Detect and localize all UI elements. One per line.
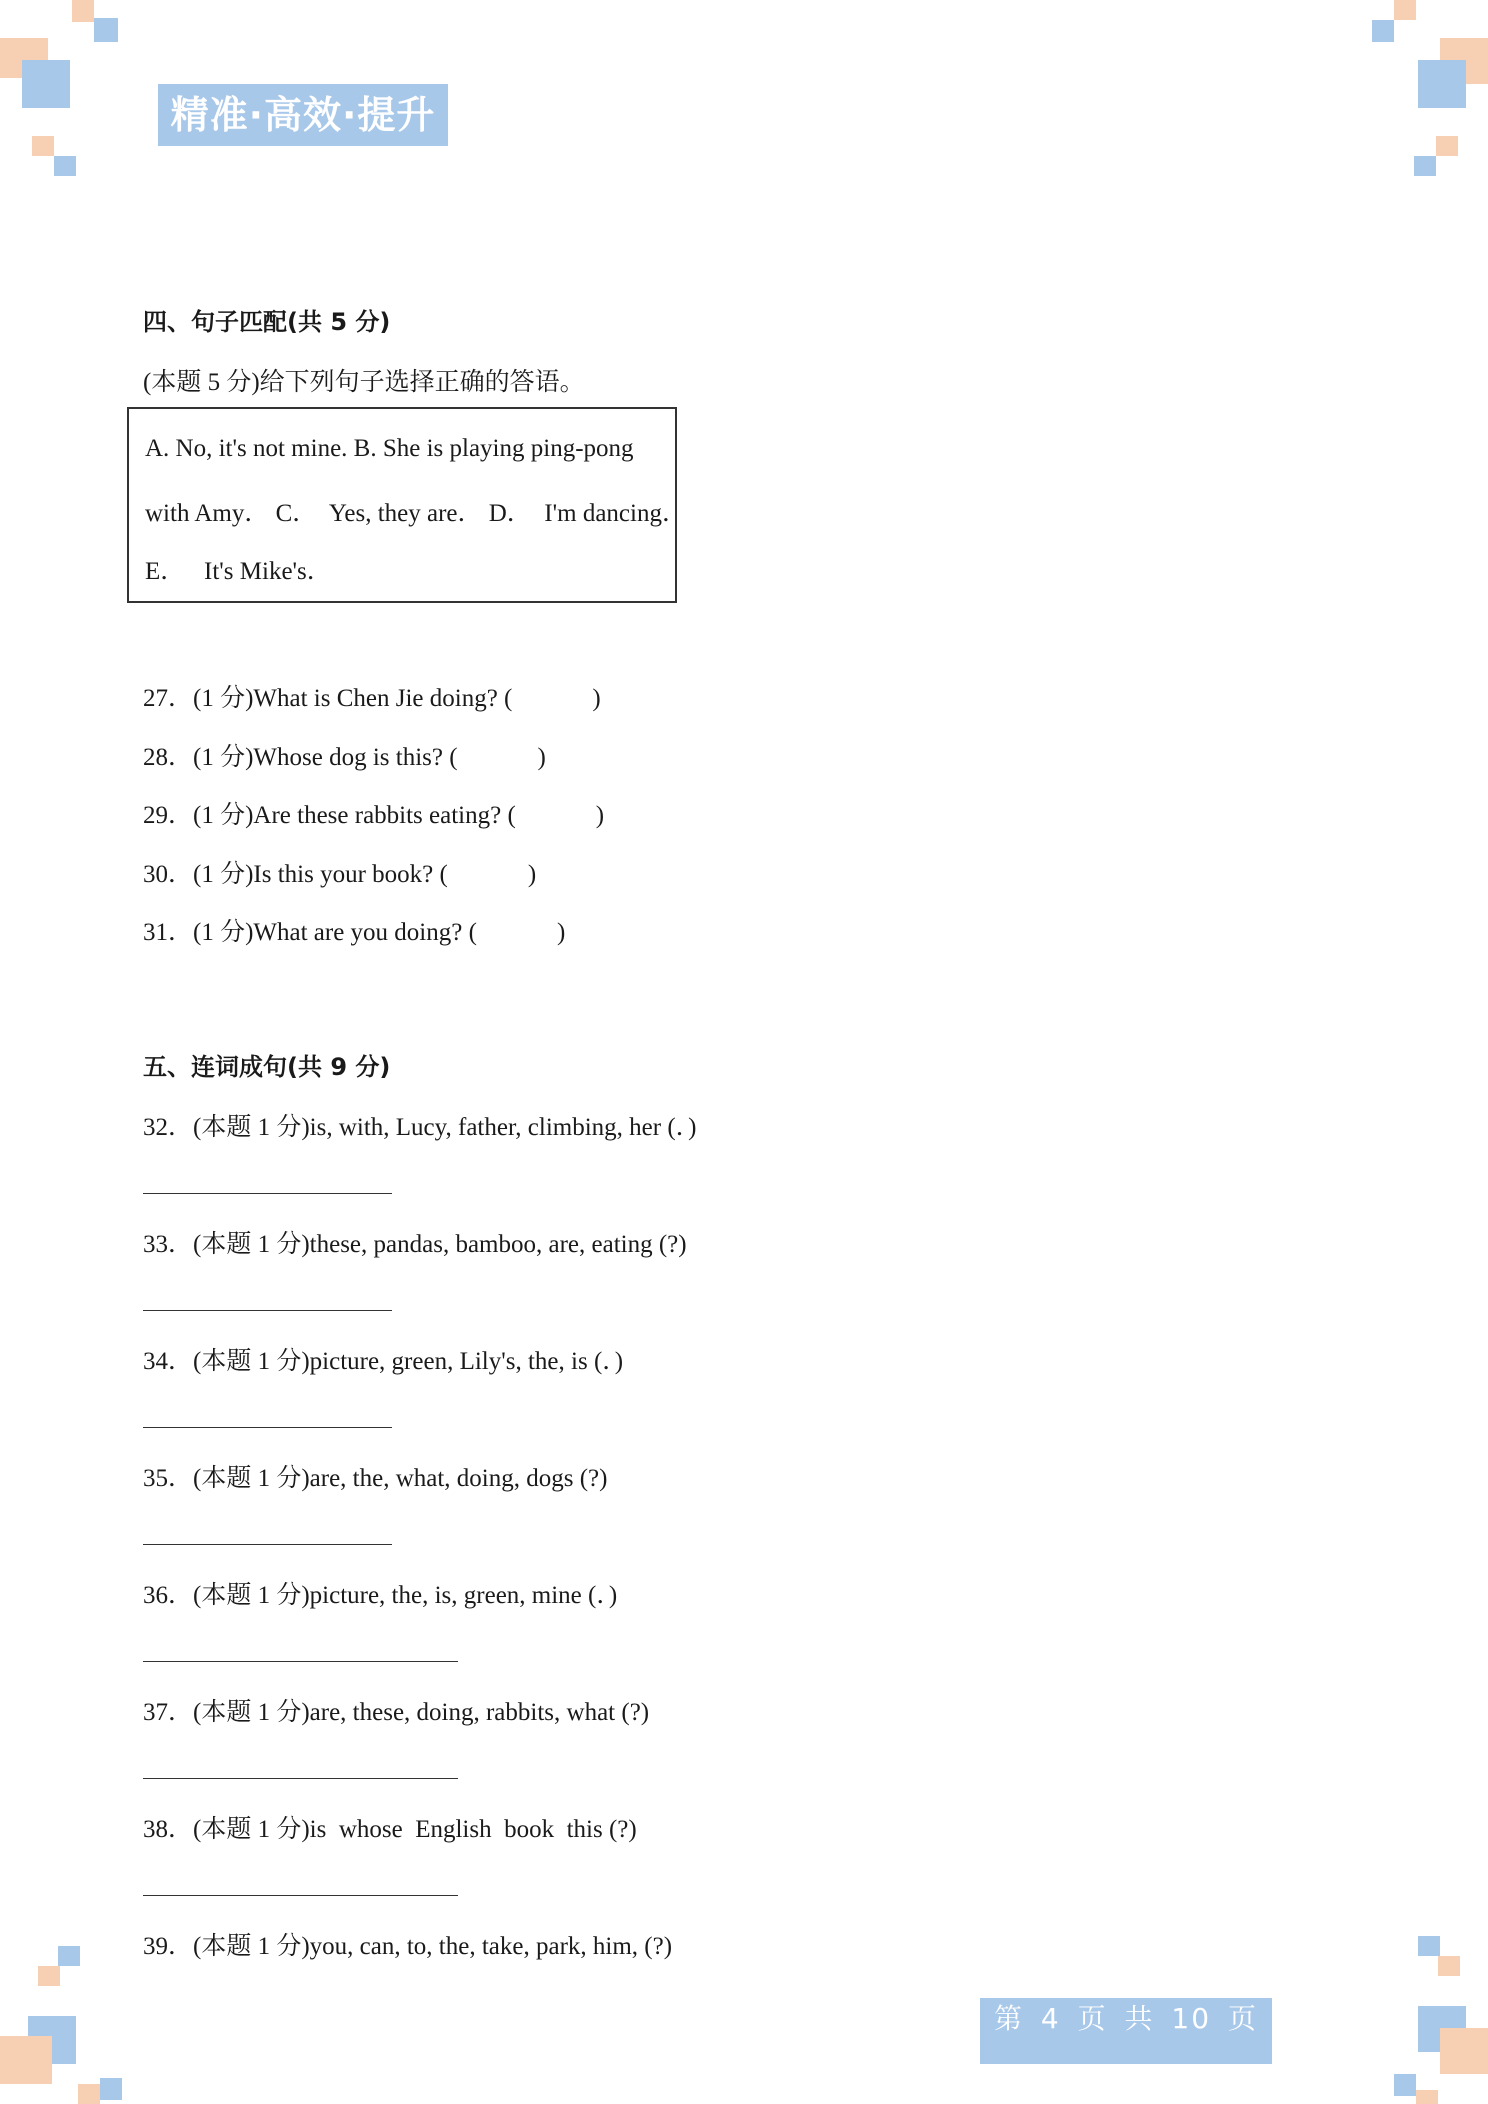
question-32: 32．(本题 1 分)is, with, Lucy, father, climbing, her (．) bbox=[143, 1114, 697, 1141]
answer-line[interactable] bbox=[143, 1778, 458, 1779]
question-38: 38．(本题 1 分)is whose English book this (?) bbox=[143, 1816, 637, 1843]
answer-line[interactable] bbox=[143, 1193, 392, 1194]
question-text: 27．(1 分)What is Chen Jie doing? ( bbox=[143, 685, 513, 712]
answer-line[interactable] bbox=[143, 1661, 458, 1662]
option-line: A. No, it's not mine. B. She is playing ping-pong bbox=[145, 435, 634, 462]
question-37: 37．(本题 1 分)are, these, doing, rabbits, what (?) bbox=[143, 1699, 650, 1726]
question-33: 33．(本题 1 分)these, pandas, bamboo, are, eating (?) bbox=[143, 1231, 687, 1258]
question-31: 31．(1 分)What are you doing? ( ) bbox=[143, 919, 566, 946]
brand-banner: 精准·高效·提升 bbox=[158, 84, 448, 146]
answer-options-box bbox=[127, 407, 687, 603]
question-30: 30．(1 分)Is this your book? ( ) bbox=[143, 861, 537, 888]
page-number-footer: 第 4 页 共 10 页 bbox=[980, 1998, 1272, 2064]
question-text: 29．(1 分)Are these rabbits eating? ( bbox=[143, 802, 516, 829]
answer-line[interactable] bbox=[143, 1544, 392, 1545]
question-text: 28．(1 分)Whose dog is this? ( bbox=[143, 744, 458, 771]
question-27: 27．(1 分)What is Chen Jie doing? ( ) bbox=[143, 685, 601, 712]
question-36: 36．(本题 1 分)picture, the, is, green, mine (．) bbox=[143, 1582, 618, 1609]
option-line: with Amy． C． Yes, they are． D． I'm dancing． bbox=[145, 500, 687, 527]
option-line: E． It's Mike's． bbox=[145, 558, 332, 585]
answer-line[interactable] bbox=[143, 1427, 392, 1428]
section-4-title: 四、句子匹配(共 5 分) bbox=[143, 308, 391, 336]
section-4-instruction: (本题 5 分)给下列句子选择正确的答语。 bbox=[143, 369, 585, 396]
question-28: 28．(1 分)Whose dog is this? ( ) bbox=[143, 744, 546, 771]
question-34: 34．(本题 1 分)picture, green, Lily's, the, is (．) bbox=[143, 1348, 624, 1375]
question-29: 29．(1 分)Are these rabbits eating? ( ) bbox=[143, 802, 605, 829]
question-39: 39．(本题 1 分)you, can, to, the, take, park, him, (?) bbox=[143, 1933, 673, 1960]
question-text: 31．(1 分)What are you doing? ( bbox=[143, 919, 477, 946]
section-5-title: 五、连词成句(共 9 分) bbox=[143, 1053, 391, 1081]
answer-line[interactable] bbox=[143, 1310, 392, 1311]
question-text: 30．(1 分)Is this your book? ( bbox=[143, 861, 448, 888]
question-35: 35．(本题 1 分)are, the, what, doing, dogs (?) bbox=[143, 1465, 608, 1492]
answer-line[interactable] bbox=[143, 1895, 458, 1896]
